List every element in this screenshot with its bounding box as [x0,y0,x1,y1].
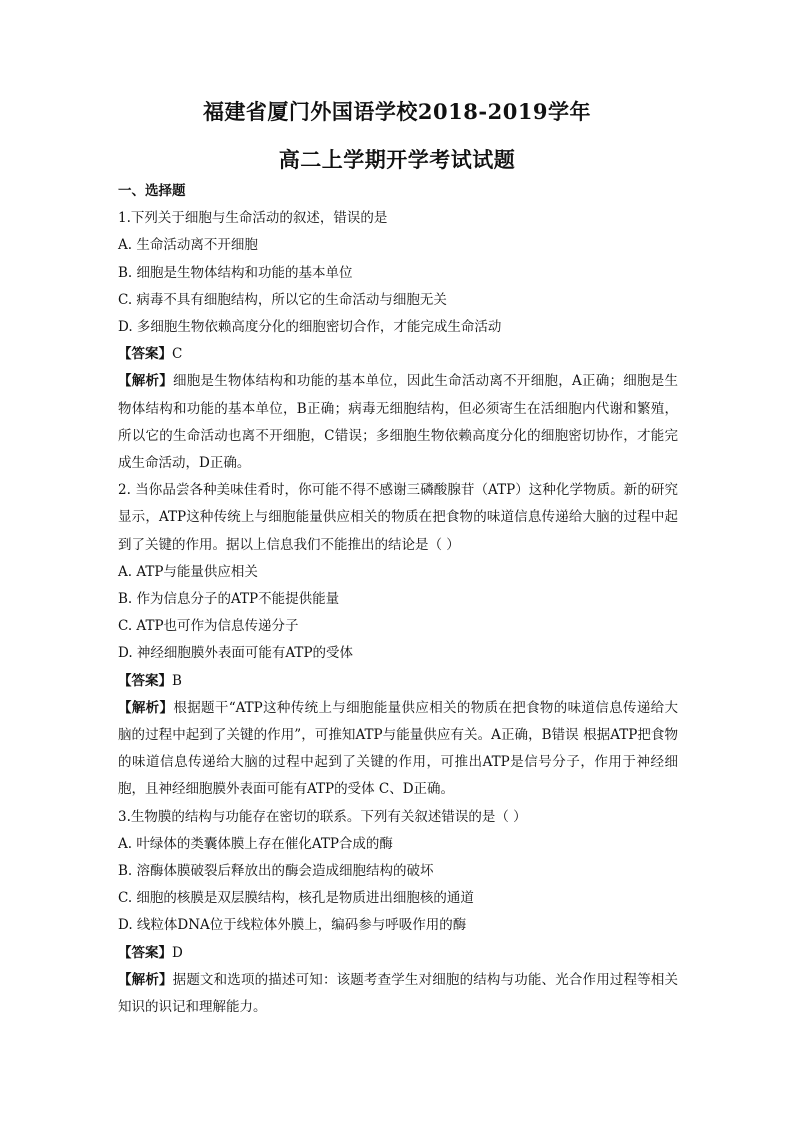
document-body [118,178,678,1021]
question-1-answer [118,341,678,368]
answer-label: 【答案】 [118,672,172,689]
document-subtitle: 高二上学期开学考试试题 [278,147,516,172]
analysis-label: 【解析】 [118,373,174,390]
question-2-stem: 2. 当你品尝各种美味佳肴时，你可能不得不感谢三磷酸腺苷（ATP）这种化学物质。新的研究显示，ATP这种传统上与细胞能量供应相关的物质在把食物的味道信息传递给大脑的过程中起到了关键的作用。据以上信息我们不能推出的结论是（ ） [118,482,678,553]
question-2-option-b: B. 作为信息分子的ATP不能提供能量 [118,591,340,608]
question-3-option-a: A. 叶绿体的类囊体膜上存在催化ATP合成的酶 [118,835,393,852]
analysis-label: 【解析】 [118,971,173,988]
document-title: 福建省厦门外国语学校2018-2019学年 [202,99,592,124]
question-1-stem: 1.下列关于细胞与生命活动的叙述，错误的是 [118,210,388,227]
question-1-option-d: D. 多细胞生物依赖高度分化的细胞密切合作，才能完成生命活动 [118,319,502,336]
question-2-analysis [118,695,678,804]
analysis-label: 【解析】 [118,699,174,716]
question-2-option-d: D. 神经细胞膜外表面可能有ATP的受体 [118,645,354,662]
question-2-option-a: A. ATP与能量供应相关 [118,563,258,580]
answer-label: 【答案】 [118,944,172,961]
question-3-stem: 3.生物膜的结构与功能存在密切的联系。下列有关叙述错误的是（ ） [118,808,527,825]
question-1-option-b: B. 细胞是生物体结构和功能的基本单位 [118,264,353,281]
question-3-option-c: C. 细胞的核膜是双层膜结构，核孔是物质进出细胞核的通道 [118,890,474,907]
question-3-option-b: B. 溶酶体膜破裂后释放出的酶会造成细胞结构的破坏 [118,863,434,880]
answer-label: 【答案】 [118,346,172,363]
answer-value: B [172,672,182,689]
question-2-answer [118,668,678,695]
question-1-analysis [118,368,678,477]
question-1-option-c: C. 病毒不具有细胞结构，所以它的生命活动与细胞无关 [118,291,447,308]
analysis-text: 根据题干“ATP这种传统上与细胞能量供应相关的物质在把食物的味道信息传递给大脑的过程中起到了关键的作用”，可推知ATP与能量供应有关。A正确，B错误 根据ATP把食物的味道信息传递给大脑的过程中起到了关键的作用，可推出ATP是信号分子，作用于神经细胞，且神经细胞膜外表面可能有ATP的受体 C、D正确。 [118,699,679,798]
question-3-answer [118,940,678,967]
analysis-text: 据题文和选项的描述可知：该题考查学生对细胞的结构与功能、光合作用过程等相关知识的识记和理解能力。 [118,971,679,1016]
section-heading: 一、选择题 [118,183,186,199]
question-2-option-c: C. ATP也可作为信息传递分子 [118,618,299,635]
question-3-analysis [118,967,678,1021]
question-3-option-d: D. 线粒体DNA位于线粒体外膜上，编码参与呼吸作用的酶 [118,917,467,934]
answer-value: C [172,346,183,363]
answer-value: D [172,944,183,961]
question-1-option-a: A. 生命活动离不开细胞 [118,237,258,254]
analysis-text: 细胞是生物体结构和功能的基本单位，因此生命活动离不开细胞，A正确；细胞是生物体结构和功能的基本单位，B正确；病毒无细胞结构，但必须寄生在活细胞内代谢和繁殖，所以它的生命活动也离不开细胞，C错误；多细胞生物依赖高度分化的细胞密切协作，才能完成生命活动，D正确。 [118,373,679,472]
